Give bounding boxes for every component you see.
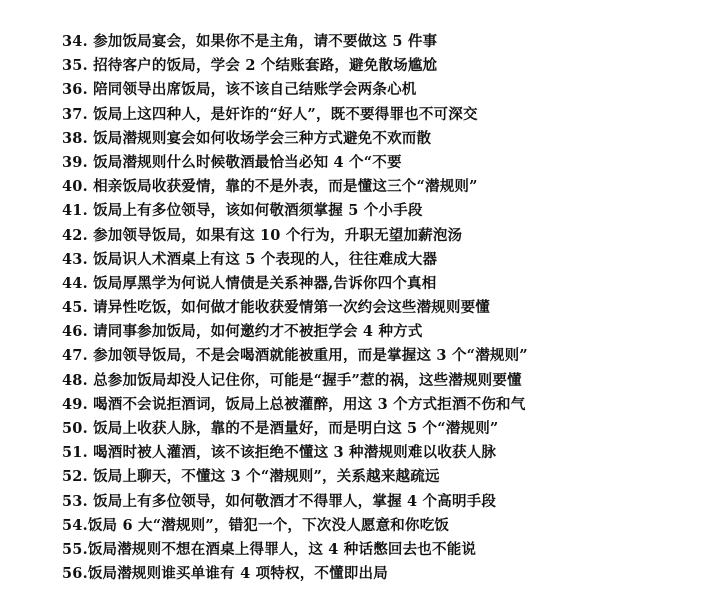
list-item: 47. 参加领导饭局，不是会喝酒就能被重用，而是掌握这 3 个“潜规则”	[62, 347, 528, 365]
list-item: 44. 饭局厚黑学为何说人情债是关系神器,告诉你四个真相	[62, 274, 437, 292]
list-item: 40. 相亲饭局收获爱情，靠的不是外表，而是懂这三个“潜规则”	[62, 178, 478, 196]
list-item: 55.饭局潜规则不想在酒桌上得罪人，这 4 种话憋回去也不能说	[62, 540, 477, 558]
list-item: 34. 参加饭局宴会，如果你不是主角，请不要做这 5 件事	[62, 33, 438, 50]
list-item: 43. 饭局识人术酒桌上有这 5 个表现的人，往往难成大器	[62, 250, 438, 268]
list-item: 38. 饭局潜规则宴会如何收场学会三种方式避免不欢而散	[62, 129, 432, 147]
list-item: 50. 饭局上收获人脉，靠的不是酒量好，而是明白这 5 个“潜规则”	[62, 420, 499, 437]
list-item: 36. 陪同领导出席饭局，该不该自己结账学会两条心机	[62, 81, 417, 99]
list-item: 45. 请异性吃饭，如何做才能收获爱情第一次约会这些潜规则要懂	[62, 299, 490, 317]
list-item: 53. 饭局上有多位领导，如何敬酒才不得罪人，掌握 4 个高明手段	[62, 492, 497, 510]
list-item: 56.饭局潜规则谁买单谁有 4 项特权，不懂即出局	[62, 565, 388, 583]
list-item: 49. 喝酒不会说拒酒词，饭局上总被灌醉，用这 3 个方式拒酒不伤和气	[62, 395, 526, 413]
list-item: 35. 招待客户的饭局，学会 2 个结账套路，避免散场尴尬	[62, 57, 438, 75]
list-item: 48. 总参加饭局却没人记住你，可能是“握手”惹的祸，这些潜规则要懂	[62, 371, 522, 389]
list-item: 54.饭局 6 大“潜规则”，错犯一个，下次没人愿意和你吃饭	[62, 516, 450, 534]
list-item: 42. 参加领导饭局，如果有这 10 个行为，升职无望加薪泡汤	[62, 226, 463, 244]
document-body	[62, 30, 712, 586]
list-item: 39. 饭局潜规则什么时候敬酒最恰当必知 4 个“不要	[62, 153, 402, 171]
list-item: 51. 喝酒时被人灌酒，该不该拒绝不懂这 3 种潜规则难以收获人脉	[62, 444, 497, 462]
list-item: 37. 饭局上这四种人，是奸诈的“好人”，既不要得罪也不可深交	[62, 105, 478, 123]
list-item: 46. 请同事参加饭局，如何邀约才不被拒学会 4 种方式	[62, 323, 423, 341]
list-item: 52. 饭局上聊天，不懂这 3 个“潜规则”，关系越来越疏远	[62, 468, 440, 486]
list-item: 41. 饭局上有多位领导，该如何敬酒须掌握 5 个小手段	[62, 202, 423, 220]
